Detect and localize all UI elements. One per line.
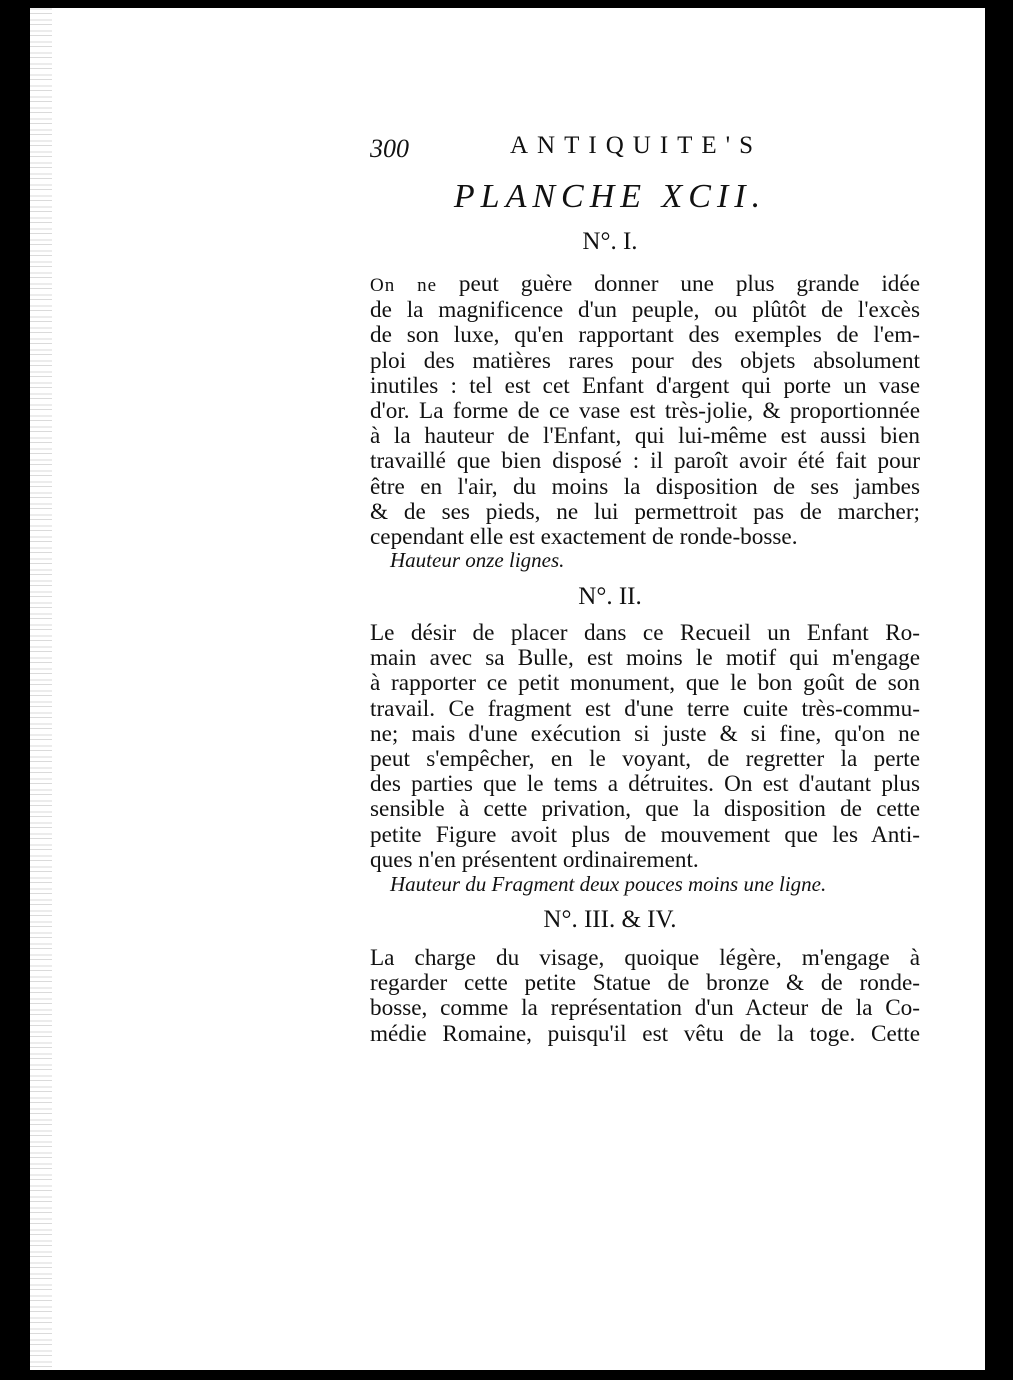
running-header [370,132,810,168]
paragraph-line: bosse, comme la représentation d'un Acteur de la Co- [370,995,920,1022]
lead-words: On ne [370,275,438,296]
paragraph-line: travail. Ce fragment est d'une terre cuite très-commu- [370,695,920,722]
running-title: ANTIQUITE'S [510,132,763,159]
paragraph-line: être en l'air, du moins la disposition de ses jambes [370,473,920,500]
section-2-paragraph [370,621,920,873]
paragraph-line: ploi des matières rares pour des objets absolument [370,347,920,374]
section-1-paragraph [370,272,920,550]
section-3-paragraph [370,946,920,1047]
section-heading-2: N°. II. [578,583,642,610]
paragraph-line: sensible à cette privation, que la disposition de cette [370,796,920,823]
paragraph-line: On ne peut guère donner une plus grande idée [370,271,920,297]
dimension-note-2: Hauteur du Fragment deux pouces moins une ligne. [390,872,827,896]
page-number: 300 [370,134,409,163]
paragraph-line: & de ses pieds, ne lui permettroit pas de marcher; [370,498,920,525]
paragraph-line: à la hauteur de l'Enfant, qui lui-même est aussi bien [370,423,920,450]
page-gutter-shadow [30,8,52,1370]
paragraph-line: des parties que le tems a détruites. On est d'autant plus [370,771,920,798]
paragraph-line: ques n'en présentent ordinairement. [370,846,699,873]
dimension-note-1: Hauteur onze lignes. [390,548,565,572]
paragraph-line: à rapporter ce petit monument, que le bon goût de son [370,670,920,697]
paragraph-line: petite Figure avoit plus de mouvement que les Anti- [370,821,920,848]
paragraph-line: Le désir de placer dans ce Recueil un Enfant Ro- [370,620,920,646]
plate-title: PLANCHE XCII. [453,178,767,215]
paragraph-line: La charge du visage, quoique légère, m'engage à [370,945,920,971]
section-heading-1: N°. I. [582,228,638,255]
paragraph-line: regarder cette petite Statue de bronze & de ronde- [370,970,920,997]
paragraph-line: travaillé que bien disposé : il paroît avoir été fait pour [370,448,920,475]
paragraph-line: main avec sa Bulle, est moins le motif qui m'engage [370,645,920,672]
paragraph-line: médie Romaine, puisqu'il est vêtu de la toge. Cette [370,1020,920,1047]
paragraph-line: ne; mais d'une exécution si juste & si fine, qu'on ne [370,720,920,747]
paragraph-line: peut s'empêcher, en le voyant, de regretter la perte [370,746,920,773]
section-heading-3: N°. III. & IV. [543,906,677,933]
paragraph-line: de la magnificence d'un peuple, ou plûtôt de l'excès [370,297,920,324]
paragraph-line: d'or. La forme de ce vase est très-jolie, & proportionnée [370,398,920,425]
paragraph-line: cependant elle est exactement de ronde-bosse. [370,524,798,551]
book-page [30,8,985,1370]
paragraph-line: de son luxe, qu'en rapportant des exemples de l'em- [370,322,920,349]
paragraph-line: inutiles : tel est cet Enfant d'argent qui porte un vase [370,372,920,399]
